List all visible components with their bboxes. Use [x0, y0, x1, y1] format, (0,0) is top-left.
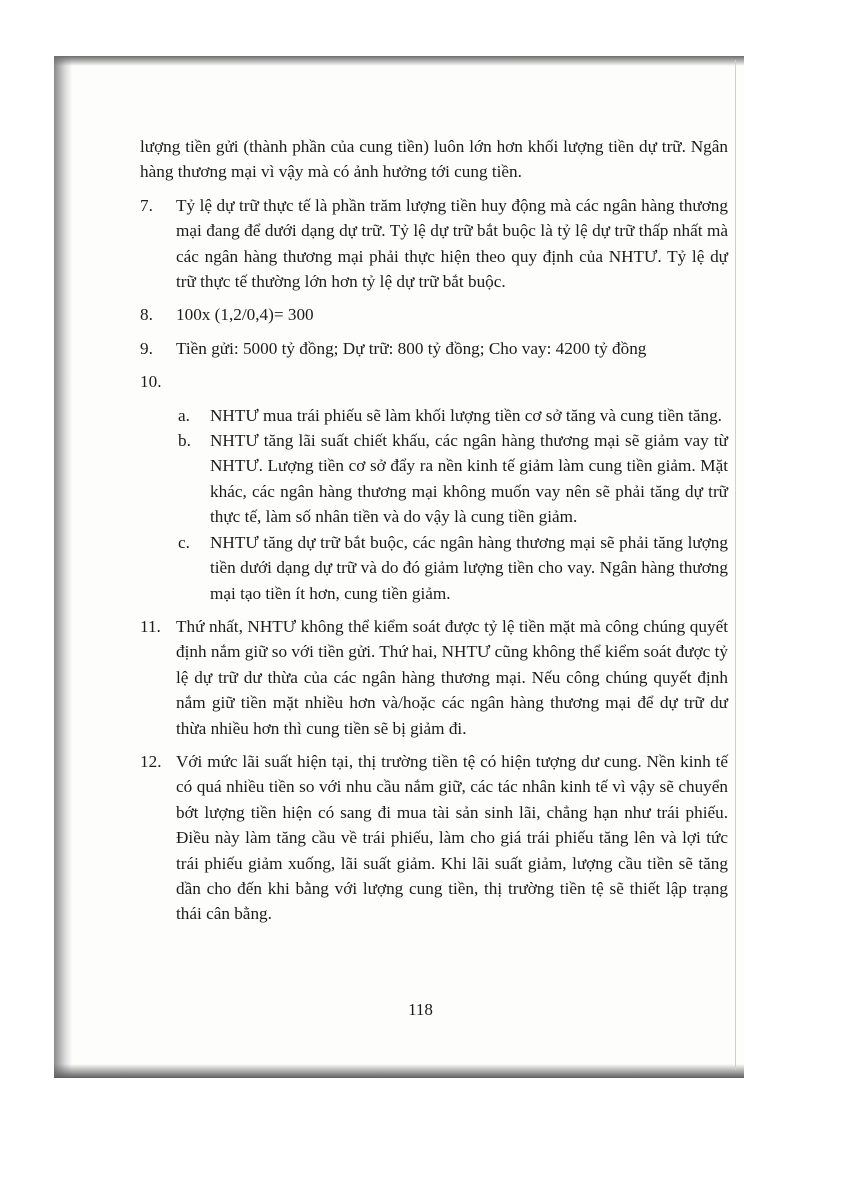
page-content	[140, 134, 728, 927]
sub-list-item	[178, 403, 728, 428]
intro-paragraph: lượng tiền gửi (thành phần của cung tiền) luôn lớn hơn khối lượng tiền dự trữ. Ngân hàng thương mại vì vậy mà có ảnh hưởng tới cung tiền.	[140, 137, 728, 182]
list-item	[140, 302, 728, 327]
sub-item-text: NHTƯ mua trái phiếu sẽ làm khối lượng tiền cơ sở tăng và cung tiền tăng.	[210, 405, 722, 425]
item-number: 9.	[140, 338, 153, 358]
scan-shadow-bottom	[54, 1064, 744, 1078]
item-text: Tiền gửi: 5000 tỷ đồng; Dự trữ: 800 tỷ đồng; Cho vay: 4200 tỷ đồng	[176, 338, 647, 358]
item-text: Thứ nhất, NHTƯ không thể kiểm soát được tỷ lệ tiền mặt mà công chúng quyết định nắm giữ so với tiền gửi. Thứ hai, NHTƯ cũng không thể kiểm soát được tỷ lệ dự trữ dư thừa của các ngân hàng thương mại. Nếu công chúng quyết định nắm giữ tiền mặt nhiều hơn và/hoặc các ngân hàng thương mại để dự trữ dư thừa nhiều hơn thì cung tiền sẽ bị giảm đi.	[176, 616, 728, 738]
sub-item-letter: b.	[178, 431, 191, 451]
scan-shadow-left	[54, 56, 72, 1078]
item-text: Tỷ lệ dự trữ thực tế là phần trăm lượng tiền huy động mà các ngân hàng thương mại đang để dưới dạng dự trữ. Tỷ lệ dự trữ bắt buộc là tỷ lệ dự trữ thấp nhất mà các ngân hàng thương mại phải thực hiện theo quy định của NHTƯ. Tỷ lệ dự trữ thực tế thường lớn hơn tỷ lệ dự trữ bắt buộc.	[176, 195, 728, 292]
item-text: Với mức lãi suất hiện tại, thị trường tiền tệ có hiện tượng dư cung. Nền kinh tế có quá nhiều tiền so với nhu cầu nắm giữ, các tác nhân kinh tế vì vậy sẽ chuyển bớt lượng tiền hiện có sang đi mua tài sản sinh lãi, chẳng hạn như trái phiếu. Điều này làm tăng cầu về trái phiếu, làm cho giá trái phiếu tăng lên và lợi tức trái phiếu giảm xuống, lãi suất giảm. Khi lãi suất giảm, lượng cầu tiền sẽ tăng dần cho đến khi bằng với lượng cung tiền, thị trường tiền tệ sẽ thiết lập trạng thái cân bằng.	[176, 751, 728, 924]
scan-edge-right	[735, 60, 736, 1070]
list-item	[140, 614, 728, 741]
sub-item-text: NHTƯ tăng lãi suất chiết khấu, các ngân hàng thương mại sẽ giảm vay từ NHTƯ. Lượng tiền cơ sở đẩy ra nền kinh tế giảm làm cung tiền giảm. Mặt khác, các ngân hàng thương mại không muốn vay nên sẽ phải tăng dự trữ thực tế, làm số nhân tiền và do vậy là cung tiền giảm.	[210, 431, 728, 527]
item-number: 7.	[140, 195, 153, 215]
list-item	[140, 336, 728, 361]
item-text	[176, 369, 728, 394]
sub-item-letter: a.	[178, 405, 190, 425]
sub-list-item	[178, 428, 728, 530]
page-number: 118	[408, 1000, 433, 1019]
item-text: 100x (1,2/0,4)= 300	[176, 305, 314, 325]
item-number: 10.	[140, 372, 162, 392]
sub-list-item	[178, 530, 728, 606]
item-number: 8.	[140, 305, 153, 325]
sub-item-letter: c.	[178, 532, 190, 552]
scan-shadow-top	[54, 56, 744, 66]
list-item	[140, 749, 728, 927]
item-number: 11.	[140, 616, 161, 636]
sub-item-text: NHTƯ tăng dự trữ bắt buộc, các ngân hàng thương mại sẽ phải tăng lượng tiền dưới dạng dự trữ và do đó giảm lượng tiền cho vay. Ngân hàng thương mại tạo tiền ít hơn, cung tiền giảm.	[210, 532, 728, 603]
sub-list	[140, 403, 728, 606]
list-item	[140, 193, 728, 295]
item-number: 12.	[140, 751, 162, 771]
list-item	[140, 369, 728, 394]
